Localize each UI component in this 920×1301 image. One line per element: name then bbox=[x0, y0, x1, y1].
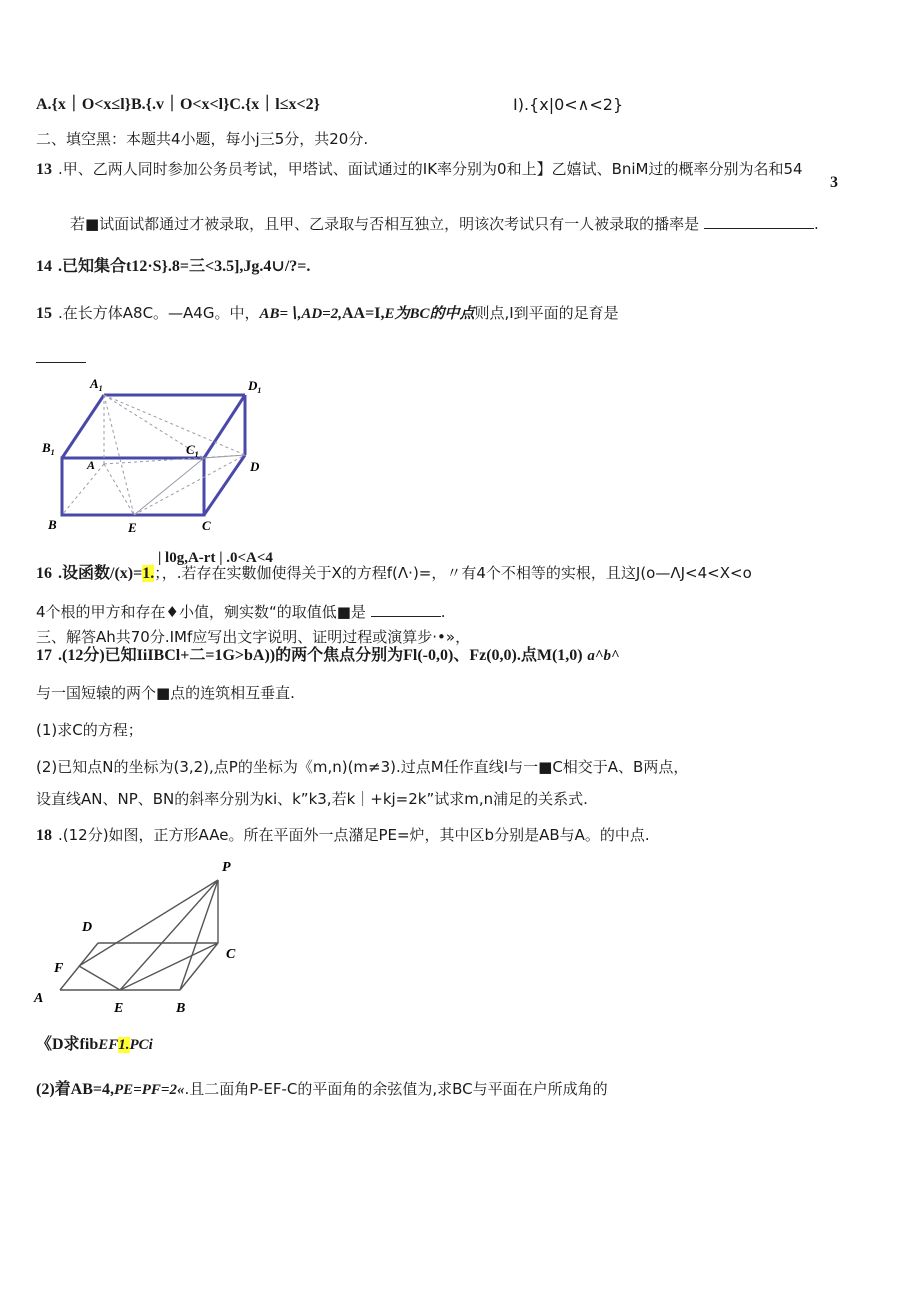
q17-part1: (1)求C的方程； bbox=[36, 721, 143, 739]
q16-period: . bbox=[440, 603, 446, 621]
q16-number: 16 bbox=[36, 565, 52, 582]
q18-part1-pre: 《D求fib bbox=[36, 1036, 99, 1053]
q14 bbox=[36, 256, 310, 277]
q18-number: 18 bbox=[36, 827, 52, 844]
label-a: A bbox=[87, 458, 96, 472]
edge-cd bbox=[204, 455, 245, 515]
q16-post: ；，.若存在实數伽使得关于X的方程f(Λ·)=，〃有4个不相等的实根，且这J(o—ΛJ<4<X<o bbox=[154, 564, 752, 582]
segment-c1d bbox=[204, 455, 245, 458]
q15-text-e: 则点,I到平面的足育是 bbox=[474, 304, 619, 322]
front-face bbox=[62, 458, 204, 515]
q17-tail: a^b^ bbox=[587, 648, 620, 664]
q15-number: 15 bbox=[36, 305, 52, 322]
label-b: B bbox=[48, 517, 57, 532]
q15-text-c: AA=I, bbox=[341, 305, 385, 322]
q18-part2 bbox=[36, 1079, 608, 1100]
option-c: C.{x｜l≤x<2} bbox=[229, 96, 320, 113]
segment-fe bbox=[79, 966, 120, 990]
q15-answer-blank[interactable] bbox=[36, 348, 86, 363]
q17-line2: 与一国短辕的两个■点的连筑相互垂直. bbox=[36, 684, 295, 702]
q18-part2-it: PE=PF=2« bbox=[114, 1082, 185, 1098]
q17-part3: 设直线AN、NP、BN的斜率分别为ki、k”k3,若k｜+kj=2k”试求m,n浦足的关系式. bbox=[36, 790, 588, 808]
q13-period: . bbox=[813, 215, 819, 233]
q18-part1-highlight: 1. bbox=[118, 1037, 130, 1053]
edge-bc bbox=[180, 943, 218, 990]
q16-line1 bbox=[36, 563, 752, 584]
label-e: E bbox=[114, 1001, 124, 1016]
hidden-ed bbox=[134, 455, 245, 515]
label-d: D bbox=[250, 459, 260, 474]
q18-part2-pre: (2)着AB=4, bbox=[36, 1081, 115, 1098]
q15-text-a: .在长方体A8C。—A4G。中， bbox=[58, 304, 260, 322]
q16-answer-blank[interactable] bbox=[371, 602, 441, 617]
label-f: F bbox=[54, 961, 64, 976]
section2-heading: 二、填空黑：本题共4小题，每小j三5分，共20分. bbox=[36, 130, 369, 148]
label-d1: $D_1$ bbox=[248, 378, 262, 395]
section3-heading: 三、解答Ah共70分.IMf应写出文字说明、证明过程或演算步·•»， bbox=[36, 628, 471, 646]
label-a1: $A_1$ bbox=[90, 376, 103, 393]
q18-part1-it: EF bbox=[98, 1037, 119, 1053]
q12-options bbox=[36, 95, 320, 115]
label-b: B bbox=[176, 1001, 186, 1016]
q16-text2: 4个根的甲方和存在♦小值，剜实数“的取值低■是 bbox=[36, 603, 366, 621]
q16-piecewise-upper: | l0g,A-rt | .0<A<4 bbox=[158, 550, 273, 566]
label-e: E bbox=[128, 520, 137, 535]
q14-number: 14 bbox=[36, 258, 52, 275]
q15-text-d: E为BC的中点 bbox=[384, 306, 475, 322]
hidden-ae bbox=[104, 464, 134, 515]
edge-d1c1 bbox=[204, 395, 245, 458]
label-d: D bbox=[82, 920, 93, 935]
q16-highlight: 1. bbox=[142, 565, 155, 582]
q14-text: .已知集合t12·S}.8=三<3.5],Jg.4∪/?=. bbox=[58, 258, 311, 275]
q18-line1 bbox=[36, 825, 650, 846]
label-a: A bbox=[34, 991, 44, 1006]
label-p: P bbox=[222, 860, 231, 875]
pyramid-figure bbox=[30, 855, 250, 1020]
segment-ec bbox=[120, 943, 218, 990]
option-a: A.{x｜O<x≤l} bbox=[36, 96, 131, 113]
q13-line1 bbox=[36, 159, 803, 180]
hidden-ab bbox=[62, 464, 104, 515]
label-c: C bbox=[226, 947, 236, 962]
q13-text2: 若■试面试都通过才被录取，且甲、乙录取与否相互独立，明该次考试只有一人被录取的播率是 bbox=[70, 215, 700, 233]
q16-line2 bbox=[36, 602, 446, 622]
q17-part2: (2)已知点N的坐标为(3,2),点P的坐标为《m,n)(m≠3).过点M任作直线I与一■C相交于A、B两点， bbox=[36, 758, 689, 776]
q18-part1 bbox=[36, 1034, 153, 1055]
edge-b1a1 bbox=[62, 395, 104, 458]
q16-pre: .设函数/(x)= bbox=[58, 565, 143, 582]
q15-text-b: AB=∖,AD=2, bbox=[259, 306, 342, 322]
q15 bbox=[36, 303, 619, 324]
q18-part2-post: .且二面角P-EF-C的平面角的余弦值为,求BC与平面在户所成角的 bbox=[184, 1080, 608, 1098]
segment-ec1 bbox=[134, 458, 204, 515]
label-c1: $C_1$ bbox=[186, 442, 199, 459]
cuboid-figure bbox=[40, 372, 280, 537]
q17-line1 bbox=[36, 645, 620, 666]
edge-pb bbox=[180, 880, 218, 990]
q13-line2 bbox=[70, 214, 819, 234]
label-c: C bbox=[202, 518, 211, 533]
edge-pe bbox=[120, 880, 218, 990]
q18-part1-post: PCi bbox=[129, 1037, 153, 1053]
answer-blank[interactable] bbox=[704, 214, 814, 229]
q18-text: .(12分)如图，正方形AAe。所在平面外一点潴足PE=炉，其中区b分别是AB与A。的中点. bbox=[58, 826, 650, 844]
q17-text: .(12分)已知IiIBCl+二=1G>bA))的两个焦点分别为Fl(-0,0)、Fz(0,0).点M(1,0) bbox=[58, 647, 583, 664]
label-b1: $B_1$ bbox=[42, 440, 55, 457]
q13-number: 13 bbox=[36, 161, 52, 178]
q17-number: 17 bbox=[36, 647, 52, 664]
q13-subscript: 3 bbox=[830, 174, 838, 191]
q13-text: .甲、乙两人同时参加公务员考试，甲塔试、面试通过的IK率分别为0和上】乙嬉试、BniM过的概率分别为名和54 bbox=[58, 160, 803, 178]
hidden-a1e bbox=[104, 395, 134, 515]
option-d: I).{x|0<∧<2} bbox=[513, 95, 624, 114]
option-b: B.{.v｜O<x<l} bbox=[130, 96, 230, 113]
